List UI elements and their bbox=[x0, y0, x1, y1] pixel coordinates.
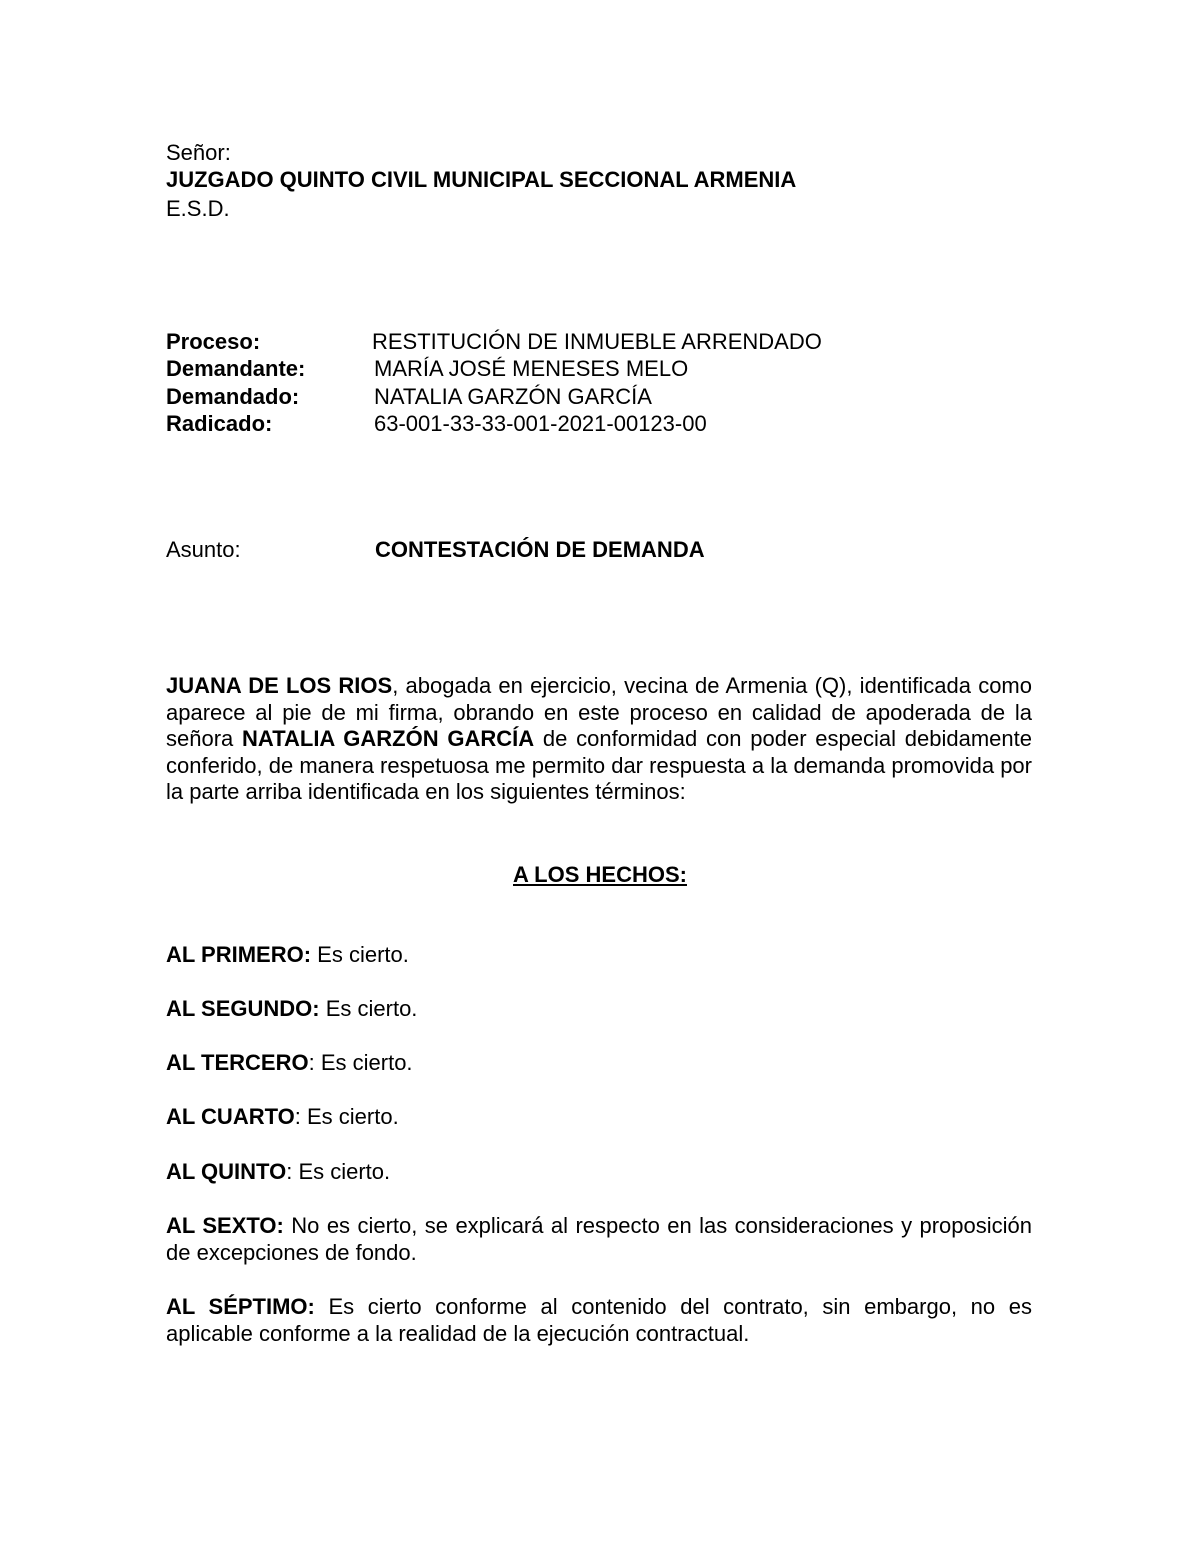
fact-item-3 bbox=[166, 1050, 1032, 1077]
fact-separator: : bbox=[294, 1104, 301, 1129]
radicado-value: 63-001-33-33-001-2021-00123-00 bbox=[374, 411, 707, 436]
demandado-label: Demandado: bbox=[166, 384, 300, 409]
demandado-value: NATALIA GARZÓN GARCÍA bbox=[374, 384, 652, 409]
fact-text: Es cierto. bbox=[300, 1104, 399, 1129]
section-heading: A LOS HECHOS: bbox=[513, 862, 687, 887]
fact-label: AL SÉPTIMO: bbox=[166, 1294, 315, 1319]
fact-item-1 bbox=[166, 942, 1032, 969]
fact-text: No es cierto, se explicará al respecto en las consideraciones y proposición de excepciones de fondo. bbox=[166, 1213, 1032, 1265]
esd-abbreviation: E.S.D. bbox=[166, 196, 230, 221]
intro-paragraph bbox=[166, 673, 1032, 806]
fact-separator: : bbox=[286, 1159, 293, 1184]
demandante-label: Demandante: bbox=[166, 356, 306, 381]
fact-item-7 bbox=[166, 1294, 1032, 1347]
fact-text: Es cierto conforme al contenido del contrato, sin embargo, no es aplicable conforme a la realidad de la ejecución contractual. bbox=[166, 1294, 1032, 1346]
intro-text-2: de conformidad con poder especial debidamente conferido, de manera respetuosa me permito dar respuesta a la demanda promovida por la parte arriba identificada en los siguientes términos: bbox=[166, 726, 1032, 804]
demandante-value: MARÍA JOSÉ MENESES MELO bbox=[374, 356, 689, 381]
fact-label: AL SEXTO: bbox=[166, 1213, 284, 1238]
intro-text-1: , abogada en ejercicio, vecina de Armenia (Q), identificada como aparece al pie de mi firma, obrando en este proceso en calidad de apoderada de la señora bbox=[166, 673, 1032, 751]
fact-label: AL PRIMERO: bbox=[166, 942, 312, 967]
fact-text: Es cierto. bbox=[311, 942, 409, 967]
radicado-label: Radicado: bbox=[166, 411, 273, 436]
fact-item-4 bbox=[166, 1104, 1032, 1131]
fact-label: AL CUARTO bbox=[166, 1104, 295, 1129]
fact-label: AL QUINTO bbox=[166, 1159, 287, 1184]
fact-text: Es cierto. bbox=[314, 1050, 413, 1075]
fact-label: AL SEGUNDO: bbox=[166, 996, 320, 1021]
subject-value: CONTESTACIÓN DE DEMANDA bbox=[375, 537, 705, 562]
fact-item-2 bbox=[166, 996, 1032, 1023]
proceso-label: Proceso: bbox=[166, 329, 261, 354]
fact-item-6 bbox=[166, 1213, 1032, 1266]
fact-label: AL TERCERO bbox=[166, 1050, 309, 1075]
subject-label: Asunto: bbox=[166, 537, 241, 562]
proceso-value: RESTITUCIÓN DE INMUEBLE ARRENDADO bbox=[372, 329, 822, 354]
salutation: Señor: bbox=[166, 140, 231, 165]
fact-item-5 bbox=[166, 1159, 1032, 1186]
court-name: JUZGADO QUINTO CIVIL MUNICIPAL SECCIONAL ARMENIA bbox=[166, 167, 797, 192]
client-name: NATALIA GARZÓN GARCÍA bbox=[242, 726, 535, 751]
fact-text: Es cierto. bbox=[319, 996, 418, 1021]
fact-separator: : bbox=[308, 1050, 315, 1075]
attorney-name: JUANA DE LOS RIOS bbox=[166, 673, 393, 698]
fact-text: Es cierto. bbox=[292, 1159, 391, 1184]
